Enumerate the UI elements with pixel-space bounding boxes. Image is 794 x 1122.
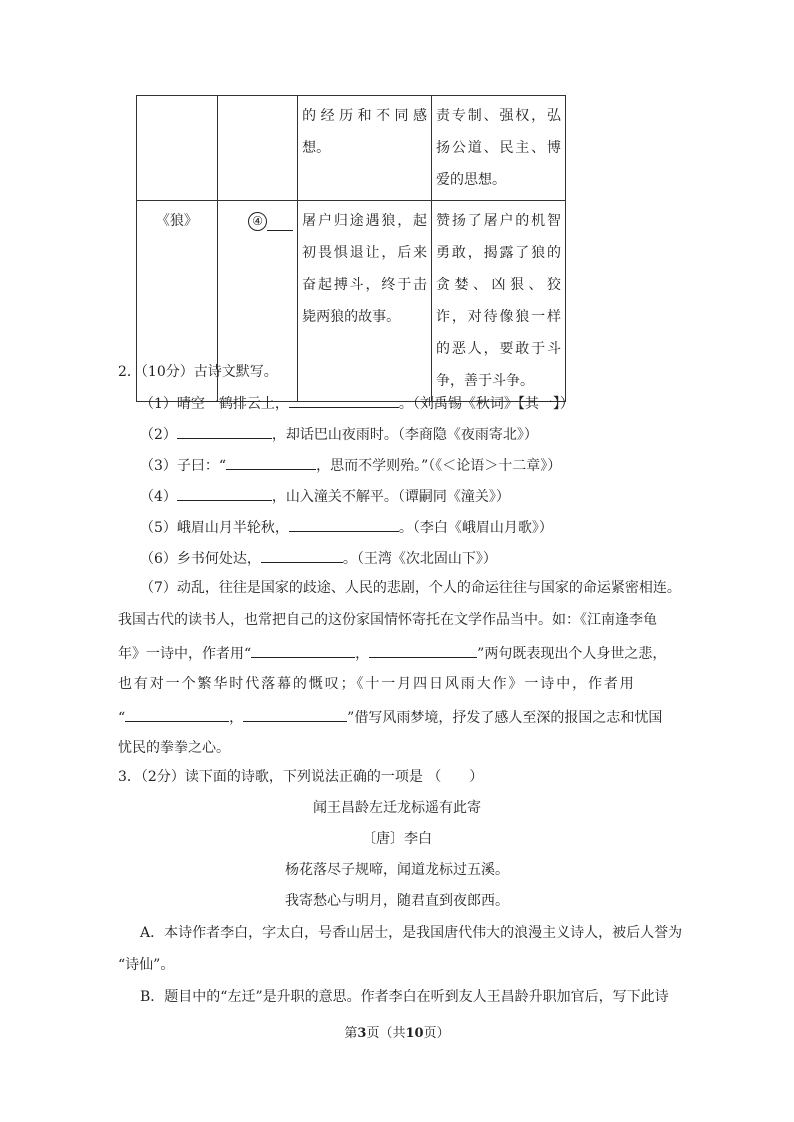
question-2-item-6 bbox=[140, 547, 497, 569]
footer-text: 页） bbox=[423, 1026, 450, 1041]
table-cell-blank bbox=[217, 96, 297, 201]
item-text: （4） bbox=[140, 489, 177, 505]
question-2-item-7-line-6: 忧民的拳拳之心。 bbox=[118, 740, 230, 756]
poem-line: 杨花落尽子规啼，闻道龙标过五溪。 bbox=[285, 862, 509, 878]
page-number: 3 bbox=[357, 1026, 367, 1041]
answer-blank bbox=[289, 516, 399, 532]
page-footer bbox=[0, 1024, 794, 1044]
table-cell-title bbox=[137, 96, 218, 201]
question-2-item-5 bbox=[140, 516, 553, 538]
item-text: ， bbox=[355, 646, 370, 662]
poem-line: 我寄愁心与明月，随君直到夜郎西。 bbox=[285, 893, 509, 909]
item-text: ”借写风雨梦境，抒发了感人至深的报国之志和忧国 bbox=[347, 710, 663, 726]
item-text: 。（刘禹锡《秋词》【其一】） bbox=[398, 396, 574, 412]
item-text: ，思而不学则殆。”（《＜论语＞十二章》） bbox=[316, 458, 562, 474]
question-2-item-7-line-1: （7）动乱，往往是国家的歧途、人民的悲剧，个人的命运往往与国家的命运紧密相连。 bbox=[140, 580, 681, 596]
answer-blank bbox=[177, 485, 272, 501]
question-2-item-4 bbox=[140, 485, 510, 507]
question-2-item-7-line-4: 也有对一个繁华时代落幕的慨叹；《十一月四日风雨大作》一诗中，作者用 bbox=[118, 676, 636, 692]
table-cell-title: 《狼》 bbox=[137, 201, 218, 402]
table-cell-theme: 赞扬了屠户的机智勇敢，揭露了狼的贪婪、凶狠、狡诈，对待像狼一样的恶人，要敢于斗争，善于斗争。 bbox=[432, 201, 566, 402]
item-text: 。（李白《峨眉山月歌》） bbox=[398, 520, 553, 536]
option-b-line-1: B．题目中的“左迁”是升职的意思。作者李白在听到友人王昌龄升职加官后，写下此诗 bbox=[140, 989, 669, 1005]
table-cell-content: 的经历和不同感想。 bbox=[298, 96, 432, 201]
question-2-item-7-line-3 bbox=[118, 642, 666, 664]
item-text: “ bbox=[118, 710, 126, 726]
answer-blank bbox=[177, 423, 272, 439]
item-text: 。（王湾《次北固山下》） bbox=[342, 551, 497, 567]
answer-blank bbox=[267, 212, 293, 231]
answer-blank bbox=[369, 642, 477, 658]
question-2-item-1 bbox=[140, 392, 574, 414]
option-a-line-1: A．本诗作者李白，字太白，号香山居士，是我国唐代伟大的浪漫主义诗人，被后人誉为 bbox=[140, 925, 683, 941]
footer-text: 第 bbox=[344, 1026, 358, 1041]
question-3-header: 3．（2分）读下面的诗歌，下列说法正确的一项是 （ ） bbox=[118, 769, 484, 785]
poem-author: 〔唐〕李白 bbox=[362, 831, 432, 847]
answer-blank bbox=[261, 547, 343, 563]
item-text: ，却话巴山夜雨时。（李商隐《夜雨寄北》） bbox=[271, 427, 538, 443]
answer-blank bbox=[226, 454, 316, 470]
footer-text: 页（共 bbox=[366, 1026, 406, 1041]
item-text: 年》一诗中，作者用“ bbox=[118, 646, 252, 662]
table-cell-theme: 责专制、强权，弘扬公道、民主、博爱的思想。 bbox=[432, 96, 566, 201]
item-text: （2） bbox=[140, 427, 177, 443]
item-text: （5）峨眉山月半轮秋， bbox=[140, 520, 289, 536]
item-text: ，山入潼关不解平。（谭嗣同《潼关》） bbox=[271, 489, 510, 505]
question-2-header: 2．（10分）古诗文默写。 bbox=[118, 364, 278, 380]
option-a-line-2: “诗仙”。 bbox=[118, 957, 175, 973]
item-text: （1）晴空一鹤排云上， bbox=[140, 396, 289, 412]
question-2-item-7-line-5 bbox=[118, 706, 662, 728]
table-cell-content: 屠户归途遇狼，起初畏惧退让，后来奋起搏斗，终于击毙两狼的故事。 bbox=[298, 201, 432, 402]
question-2-item-2 bbox=[140, 423, 538, 445]
question-2-item-3 bbox=[140, 454, 561, 476]
item-text: （6）乡书何处达， bbox=[140, 551, 261, 567]
circled-number-marker: ④ bbox=[248, 212, 267, 231]
poem-title: 闻王昌龄左迁龙标遥有此寄 bbox=[313, 800, 481, 816]
answer-blank bbox=[243, 706, 347, 722]
question-2-item-7-line-2: 我国古代的读书人，也常把自己的这份家国情怀寄托在文学作品当中。如：《江南逢李龟 bbox=[118, 612, 657, 628]
item-text: ”两句既表现出个人身世之悲， bbox=[477, 646, 667, 662]
answer-blank bbox=[289, 392, 399, 408]
page-total: 10 bbox=[405, 1026, 424, 1041]
table-row bbox=[137, 96, 566, 201]
item-text: ， bbox=[229, 710, 244, 726]
answer-blank bbox=[125, 706, 229, 722]
item-text: （3）子曰：“ bbox=[140, 458, 227, 474]
answer-blank bbox=[251, 642, 355, 658]
literature-table bbox=[136, 95, 566, 402]
